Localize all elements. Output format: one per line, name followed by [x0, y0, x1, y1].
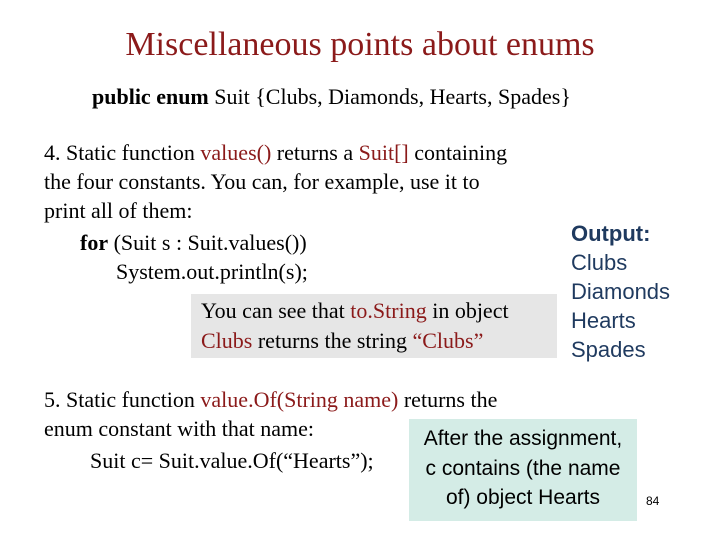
point-4-text-c: returns a — [271, 140, 359, 165]
point-4-line-1 — [44, 138, 507, 167]
suit-array-type: Suit[] — [358, 140, 409, 165]
tostring-note-line-2 — [201, 328, 483, 354]
tostring-note-line-1 — [201, 298, 509, 324]
point-5-text-c: returns the — [398, 387, 498, 412]
point-4-text-e: containing — [408, 140, 508, 165]
output-item: Clubs — [571, 250, 628, 275]
point-4-text — [44, 138, 507, 225]
clubs-object: Clubs — [201, 328, 253, 353]
values-method: values() — [200, 140, 272, 165]
tostring-note-box — [191, 294, 557, 358]
for-keyword: for — [80, 230, 109, 255]
output-panel — [571, 219, 670, 364]
note1-text-c: in object — [426, 298, 509, 323]
assignment-note-line-1: After the assignment, — [423, 427, 623, 450]
point-4-text-a: 4. Static function — [44, 140, 201, 165]
clubs-string: “Clubs” — [412, 328, 484, 353]
valueof-assignment-code: Suit c= Suit.value.Of(“Hearts”); — [90, 448, 374, 473]
assignment-note-line-2: c contains (the name — [425, 457, 621, 480]
note1-text-b: returns the string — [252, 328, 413, 353]
slide-title: Miscellaneous points about enums — [125, 26, 595, 63]
page-number: 84 — [646, 494, 660, 508]
output-item: Hearts — [571, 308, 636, 333]
assignment-note-box — [409, 419, 637, 521]
for-loop-body: System.out.println(s); — [116, 259, 308, 284]
for-loop-expression: (Suit s : Suit.values()) — [108, 230, 307, 255]
point-5-line-2: enum constant with that name: — [44, 416, 315, 441]
point-4-line-3: print all of them: — [44, 198, 193, 223]
note1-text-a: You can see that — [201, 298, 351, 323]
point-4-line-2: the four constants. You can, for example, use it to — [44, 169, 480, 194]
for-loop-header — [80, 230, 307, 256]
output-item: Spades — [571, 337, 646, 362]
assignment-note-line-3: of) object Hearts — [445, 486, 601, 509]
output-item: Diamonds — [571, 279, 671, 304]
enum-declaration — [92, 84, 571, 110]
point-5-text-a: 5. Static function — [44, 387, 201, 412]
point-5-line-1 — [44, 385, 497, 414]
declaration-keywords: public enum — [92, 84, 209, 109]
tostring-method: to.String — [350, 298, 427, 323]
output-heading: Output: — [571, 221, 651, 246]
declaration-body: Suit {Clubs, Diamonds, Hearts, Spades} — [208, 84, 571, 109]
valueof-method: value.Of(String name) — [200, 387, 399, 412]
